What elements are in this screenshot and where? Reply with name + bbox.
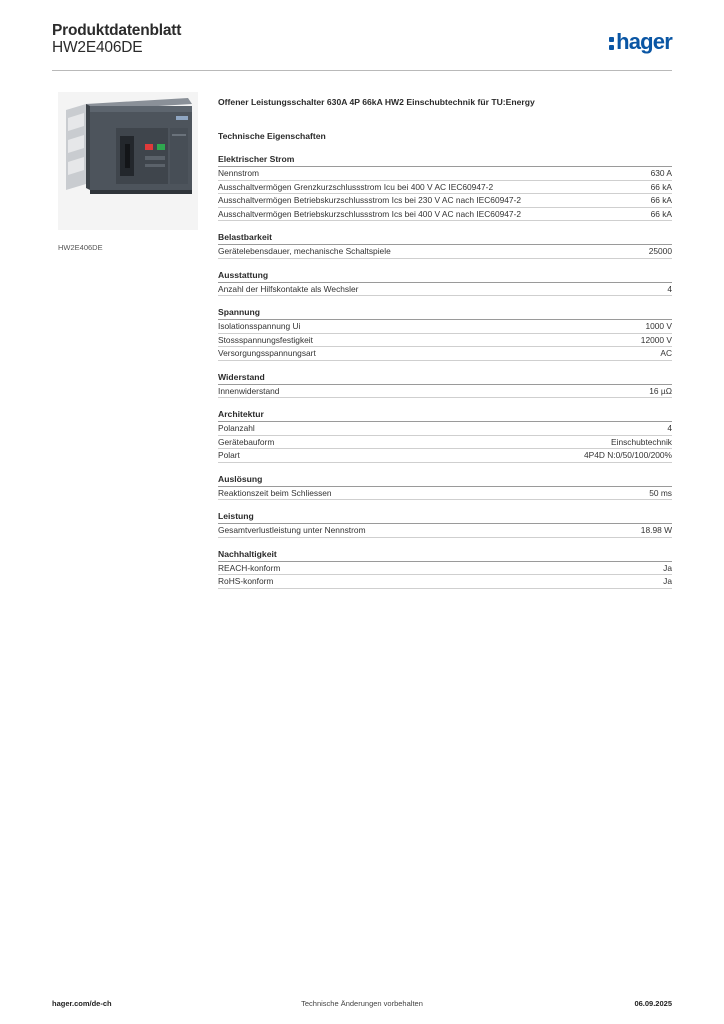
spec-row: [218, 208, 672, 222]
section-widerstand: [218, 371, 672, 399]
spec-value: 18.98 W: [640, 525, 672, 535]
spec-label: REACH-konform: [218, 562, 281, 573]
spec-label: Gerätelebensdauer, mechanische Schaltspiele: [218, 246, 391, 256]
spec-label: Ausschaltvermögen Betriebskurzschlussstrom Ics bei 230 V AC nach IEC60947-2: [218, 195, 522, 205]
spec-row: [218, 181, 672, 195]
product-image: [58, 92, 198, 230]
page-footer: [52, 999, 672, 1013]
spec-value: 1000 V: [645, 321, 672, 331]
spec-value: Einschubtechnik: [611, 436, 672, 447]
product-description: Offener Leistungsschalter 630A 4P 66kA HW2 Einschubtechnik für TU:Energy: [218, 97, 535, 107]
spec-content: [218, 97, 672, 599]
section-title: Widerstand: [218, 371, 672, 385]
spec-value: Ja: [663, 576, 672, 586]
section-elektrischer-strom: [218, 153, 672, 221]
spec-label: RoHS-konform: [218, 576, 274, 586]
spec-label: Nennstrom: [218, 168, 259, 178]
spec-row: [218, 167, 672, 181]
spec-row: [218, 283, 672, 297]
spec-row: [218, 487, 672, 501]
section-title: Nachhaltigkeit: [218, 548, 672, 562]
spec-row: [218, 436, 672, 450]
spec-value: 4: [667, 423, 672, 433]
footer-date: 06.09.2025: [634, 999, 672, 1008]
spec-value: 66 kA: [650, 181, 672, 192]
page-header: [52, 22, 672, 70]
spec-value: 4P4D N:0/50/100/200%: [584, 450, 672, 460]
spec-row: [218, 194, 672, 208]
hager-logo: [609, 29, 672, 55]
section-ausstattung: [218, 269, 672, 297]
footer-notice: Technische Änderungen vorbehalten: [301, 999, 423, 1008]
spec-value: Ja: [663, 562, 672, 573]
section-title: Belastbarkeit: [218, 231, 672, 245]
section-title: Spannung: [218, 306, 672, 320]
spec-row: [218, 347, 672, 361]
section-leistung: [218, 510, 672, 538]
spec-value: 16 µΩ: [649, 385, 672, 396]
section-title: Architektur: [218, 408, 672, 422]
spec-row: [218, 422, 672, 436]
spec-label: Reaktionszeit beim Schliessen: [218, 487, 332, 498]
spec-label: Isolationsspannung Ui: [218, 321, 301, 331]
footer-website-link[interactable]: hager.com/de-ch: [52, 999, 112, 1008]
spec-row: [218, 320, 672, 334]
spec-row: [218, 562, 672, 576]
image-caption: HW2E406DE: [58, 243, 103, 252]
section-title: Ausstattung: [218, 269, 672, 283]
spec-label: Gerätebauform: [218, 436, 275, 447]
section-spannung: [218, 306, 672, 361]
tech-properties-title: Technische Eigenschaften: [218, 131, 326, 141]
spec-row: [218, 334, 672, 348]
logo-text: hager: [616, 29, 672, 54]
spec-label: Gesamtverlustleistung unter Nennstrom: [218, 525, 366, 535]
section-architektur: [218, 408, 672, 463]
spec-value: 66 kA: [650, 208, 672, 219]
spec-row: [218, 385, 672, 399]
product-code: HW2E406DE: [52, 39, 143, 56]
section-title: Auslösung: [218, 473, 672, 487]
spec-value: 66 kA: [650, 195, 672, 205]
spec-row: [218, 449, 672, 463]
spec-label: Innenwiderstand: [218, 385, 280, 396]
spec-value: 50 ms: [649, 487, 672, 498]
spec-value: 630 A: [650, 168, 672, 178]
spec-row: [218, 575, 672, 589]
spec-label: Ausschaltvermögen Grenzkurzschlussstrom Icu bei 400 V AC IEC60947-2: [218, 181, 494, 192]
spec-value: 4: [667, 283, 672, 294]
spec-label: Stossspannungsfestigkeit: [218, 334, 313, 345]
spec-value: AC: [660, 348, 672, 358]
circuit-breaker-icon: [58, 92, 198, 230]
spec-label: Versorgungsspannungsart: [218, 348, 316, 358]
spec-row: [218, 245, 672, 259]
spec-value: 25000: [648, 246, 672, 256]
spec-label: Polart: [218, 450, 240, 460]
spec-value: 12000 V: [640, 334, 672, 345]
section-nachhaltigkeit: [218, 548, 672, 589]
section-title: Leistung: [218, 510, 672, 524]
spec-label: Polanzahl: [218, 423, 255, 433]
spec-label: Ausschaltvermögen Betriebskurzschlussstrom Ics bei 400 V AC nach IEC60947-2: [218, 208, 522, 219]
header-divider: [52, 70, 672, 71]
logo-dots-icon: [609, 35, 615, 50]
page-title: Produktdatenblatt: [52, 22, 182, 39]
spec-label: Anzahl der Hilfskontakte als Wechsler: [218, 283, 359, 294]
section-title: Elektrischer Strom: [218, 153, 672, 167]
section-ausloesung: [218, 473, 672, 501]
spec-row: [218, 524, 672, 538]
section-belastbarkeit: [218, 231, 672, 259]
